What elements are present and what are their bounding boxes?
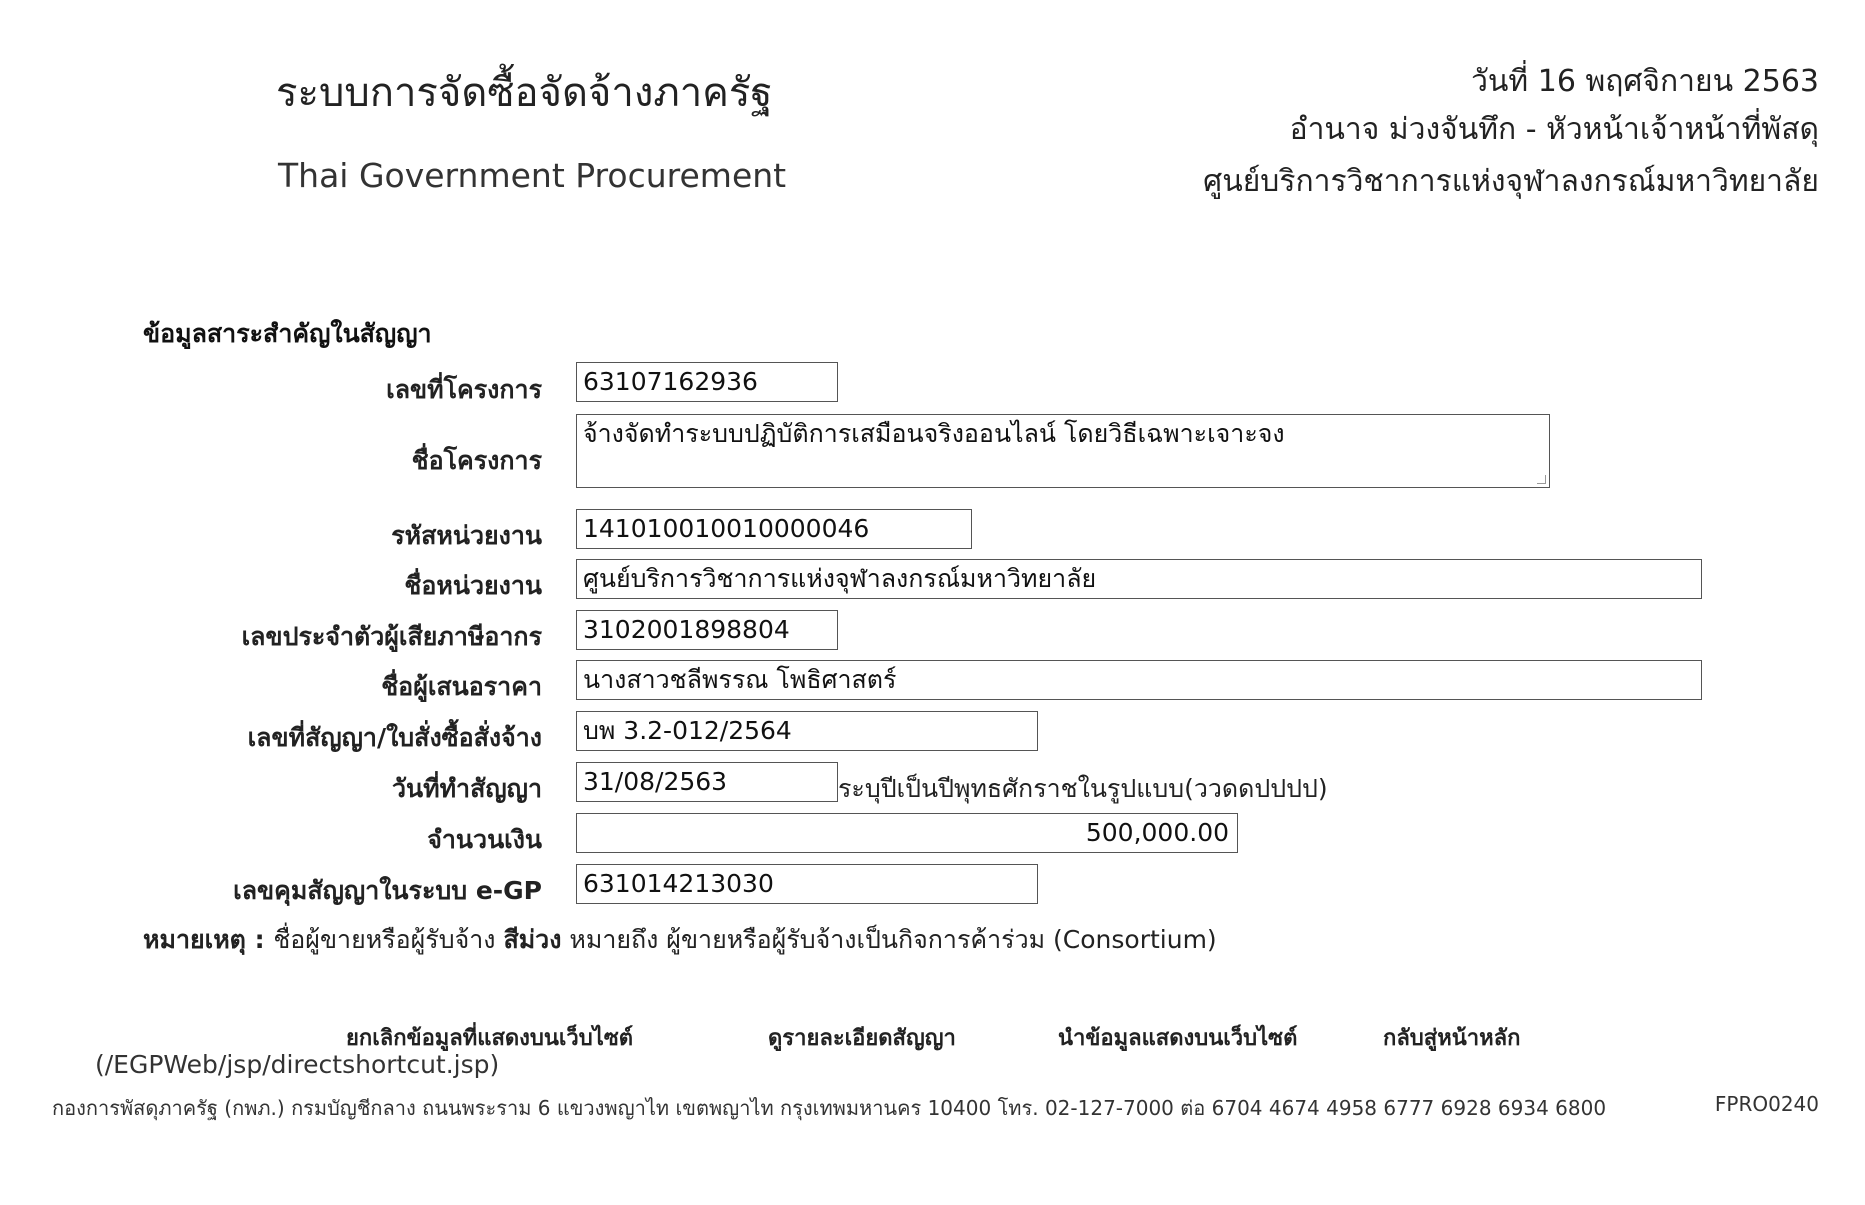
contract-date-field[interactable]: 31/08/2563 <box>576 762 838 802</box>
agency-name-field[interactable]: ศูนย์บริการวิชาการแห่งจุฬาลงกรณ์มหาวิทยาลัย <box>576 559 1702 599</box>
section-title: ข้อมูลสาระสำคัญในสัญญา <box>143 319 432 348</box>
project-name-field[interactable] <box>576 414 1550 488</box>
note-highlight: สีม่วง <box>503 925 562 954</box>
project-no-label: เลขที่โครงการ <box>386 375 542 404</box>
agency-code-label: รหัสหน่วยงาน <box>391 521 542 550</box>
amount-field[interactable]: 500,000.00 <box>576 813 1238 853</box>
note <box>143 920 1217 960</box>
home-link[interactable]: กลับสู่หน้าหลัก <box>1383 1026 1521 1051</box>
contract-no-label: เลขที่สัญญา/ใบสั่งซื้อสั่งจ้าง <box>247 723 542 752</box>
note-text-2: หมายถึง ผู้ขายหรือผู้รับจ้างเป็นกิจการค้าร่วม (Consortium) <box>561 925 1217 954</box>
footer-code: FPRO0240 <box>1714 1092 1819 1116</box>
bidder-name-label: ชื่อผู้เสนอราคา <box>381 672 542 701</box>
header-officer: อำนาจ ม่วงจันทึก - หัวหน้าเจ้าหน้าที่พัสดุ <box>1289 112 1819 147</box>
publish-link[interactable]: นำข้อมูลแสดงบนเว็บไซต์ <box>1058 1026 1298 1051</box>
agency-name-label: ชื่อหน่วยงาน <box>404 571 542 600</box>
note-text-1: ชื่อผู้ขายหรือผู้รับจ้าง <box>273 925 504 954</box>
agency-code-field[interactable]: 141010010010000046 <box>576 509 972 549</box>
project-name-label: ชื่อโครงการ <box>411 446 542 475</box>
tax-id-field[interactable]: 3102001898804 <box>576 610 838 650</box>
system-title-th: ระบบการจัดซื้อจัดจ้างภาครัฐ <box>276 70 773 116</box>
tax-id-label: เลขประจำตัวผู้เสียภาษีอากร <box>241 622 542 651</box>
project-name-value: จ้างจัดทำระบบปฏิบัติการเสมือนจริงออนไลน์ โดยวิธีเฉพาะเจาะจง <box>583 419 1285 448</box>
contract-date-label: วันที่ทำสัญญา <box>391 774 542 803</box>
resize-grip-icon[interactable] <box>1537 475 1546 484</box>
amount-label: จำนวนเงิน <box>427 825 542 854</box>
contract-date-hint: ระบุปีเป็นปีพุทธศักราชในรูปแบบ(ววดดปปปป) <box>838 774 1328 803</box>
header-agency: ศูนย์บริการวิชาการแห่งจุฬาลงกรณ์มหาวิทยาลัย <box>1203 164 1819 199</box>
system-title-en: Thai Government Procurement <box>278 156 787 195</box>
note-prefix: หมายเหตุ : <box>143 925 274 954</box>
project-no-field[interactable]: 63107162936 <box>576 362 838 402</box>
egp-control-no-label: เลขคุมสัญญาในระบบ e-GP <box>233 876 542 905</box>
bidder-name-field[interactable]: นางสาวชลีพรรณ โพธิศาสตร์ <box>576 660 1702 700</box>
view-contract-link[interactable]: ดูรายละเอียดสัญญา <box>768 1026 956 1051</box>
url-path: (/EGPWeb/jsp/directshortcut.jsp) <box>95 1050 500 1079</box>
header-date: วันที่ 16 พฤศจิกายน 2563 <box>1471 64 1819 99</box>
egp-control-no-field[interactable]: 631014213030 <box>576 864 1038 904</box>
cancel-display-link[interactable]: ยกเลิกข้อมูลที่แสดงบนเว็บไซต์ <box>346 1026 634 1051</box>
footer-address: กองการพัสดุภาครัฐ (กพภ.) กรมบัญชีกลาง ถนนพระราม 6 แขวงพญาไท เขตพญาไท กรุงเทพมหานคร 10400 โทร. 02-127-7000 ต่อ 6704 4674 4958 6777 6928 6934 6800 <box>52 1096 1607 1120</box>
contract-no-field[interactable]: บพ 3.2-012/2564 <box>576 711 1038 751</box>
